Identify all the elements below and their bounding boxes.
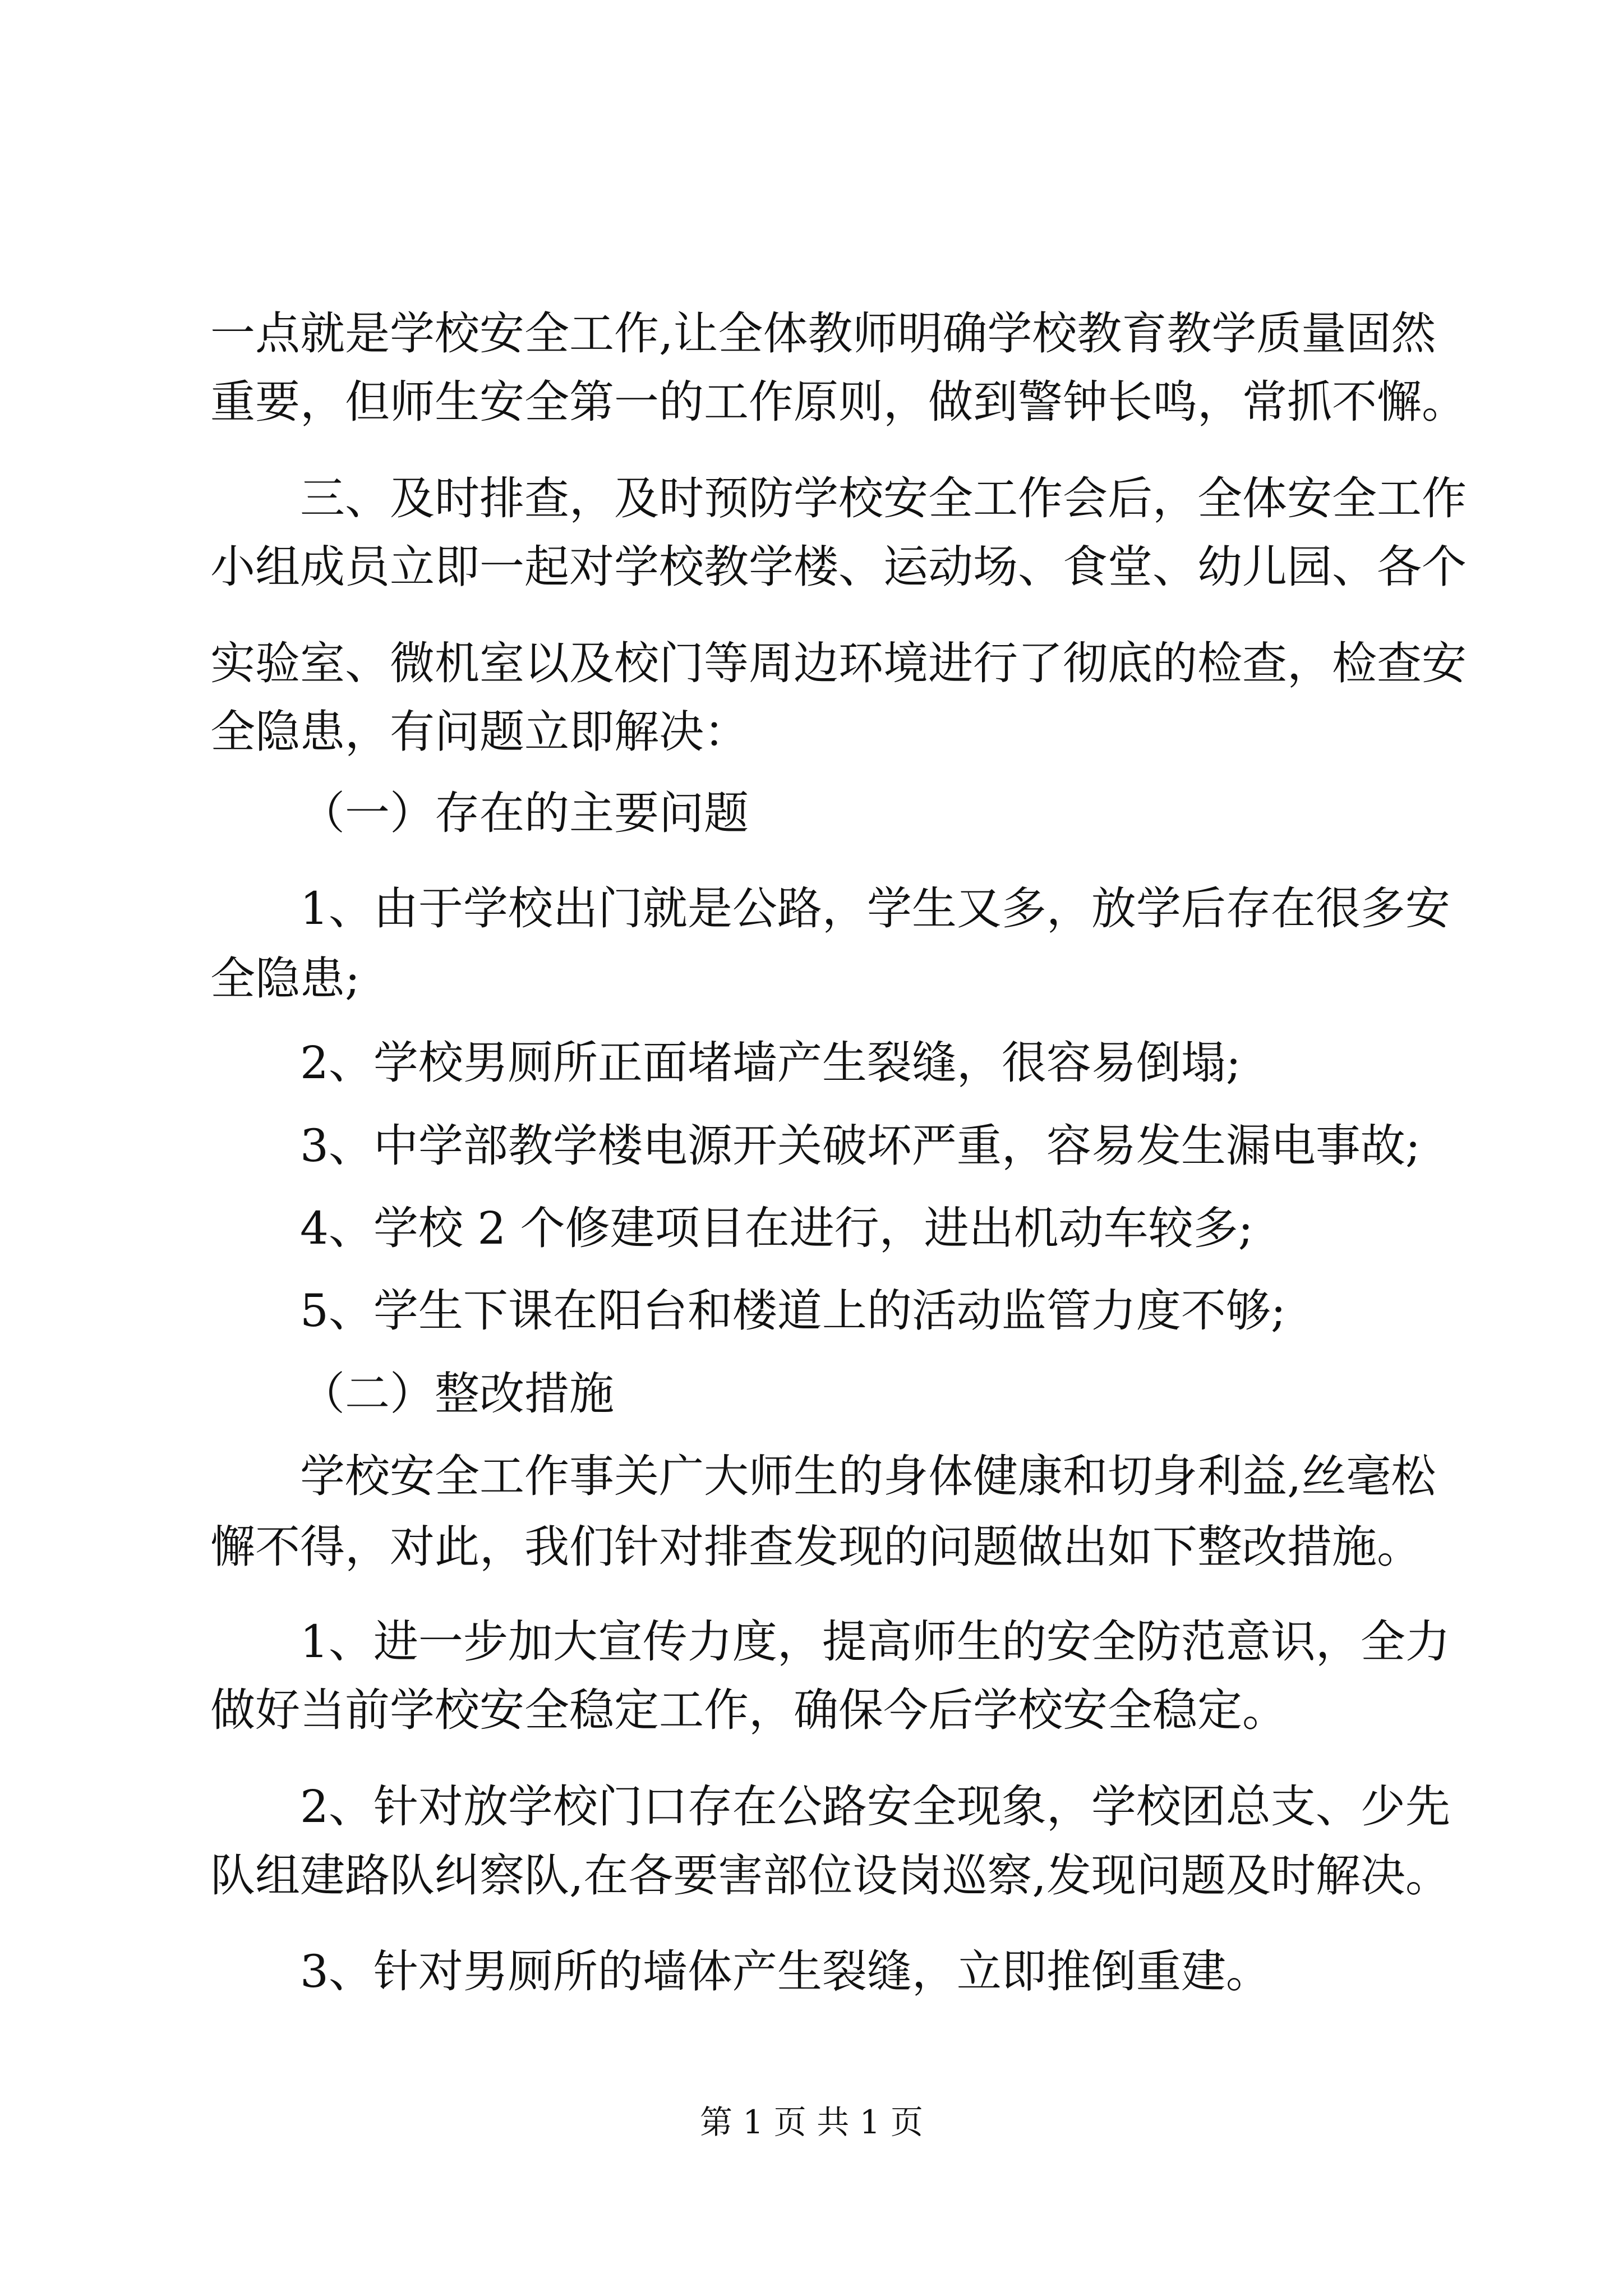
text-line: 学校安全工作事关广大师生的身体健康和切身利益,丝毫松 <box>300 1450 1436 1502</box>
text-line: 实验室、微机室以及校门等周边环境进行了彻底的检查，检查安 <box>210 637 1467 689</box>
text-line: 一点就是学校安全工作,让全体教师明确学校教育教学质量固然 <box>210 307 1436 360</box>
text-line: 全隐患; <box>210 953 360 1005</box>
text-line: 4、学校 2 个修建项目在进行，进出机动车较多; <box>300 1202 1253 1254</box>
text-line: 5、学生下课在阳台和楼道上的活动监管力度不够; <box>300 1285 1286 1337</box>
section-heading: （二）整改措施 <box>300 1368 614 1420</box>
text-line: 做好当前学校安全稳定工作，确保今后学校安全稳定。 <box>210 1684 1287 1736</box>
section-heading: （一）存在的主要问题 <box>300 787 749 839</box>
text-line: 3、针对男厕所的墙体产生裂缝，立即推倒重建。 <box>300 1945 1271 1998</box>
page-footer: 第 1 页 共 1 页 <box>700 2103 923 2141</box>
text-line: 2、针对放学校门口存在公路安全现象，学校团总支、少先 <box>300 1780 1450 1833</box>
text-line: 全隐患，有问题立即解决： <box>210 706 749 758</box>
text-line: 懈不得，对此，我们针对排查发现的问题做出如下整改措施。 <box>210 1521 1422 1573</box>
text-line: 1、进一步加大宣传力度，提高师生的安全防范意识，全力 <box>300 1616 1450 1668</box>
text-line: 2、学校男厕所正面堵墙产生裂缝，很容易倒塌; <box>300 1037 1241 1089</box>
text-line: 1、由于学校出门就是公路，学生又多，放学后存在很多安 <box>300 882 1450 935</box>
text-line: 三、及时排查，及时预防学校安全工作会后，全体安全工作 <box>300 472 1467 524</box>
text-line: 小组成员立即一起对学校教学楼、运动场、食堂、幼儿园、各个 <box>210 541 1467 593</box>
text-line: 重要，但师生安全第一的工作原则，做到警钟长鸣，常抓不懈。 <box>210 376 1467 428</box>
text-line: 队组建路队纠察队,在各要害部位设岗巡察,发现问题及时解决。 <box>210 1849 1450 1902</box>
text-line: 3、中学部教学楼电源开关破坏严重，容易发生漏电事故; <box>300 1120 1421 1172</box>
